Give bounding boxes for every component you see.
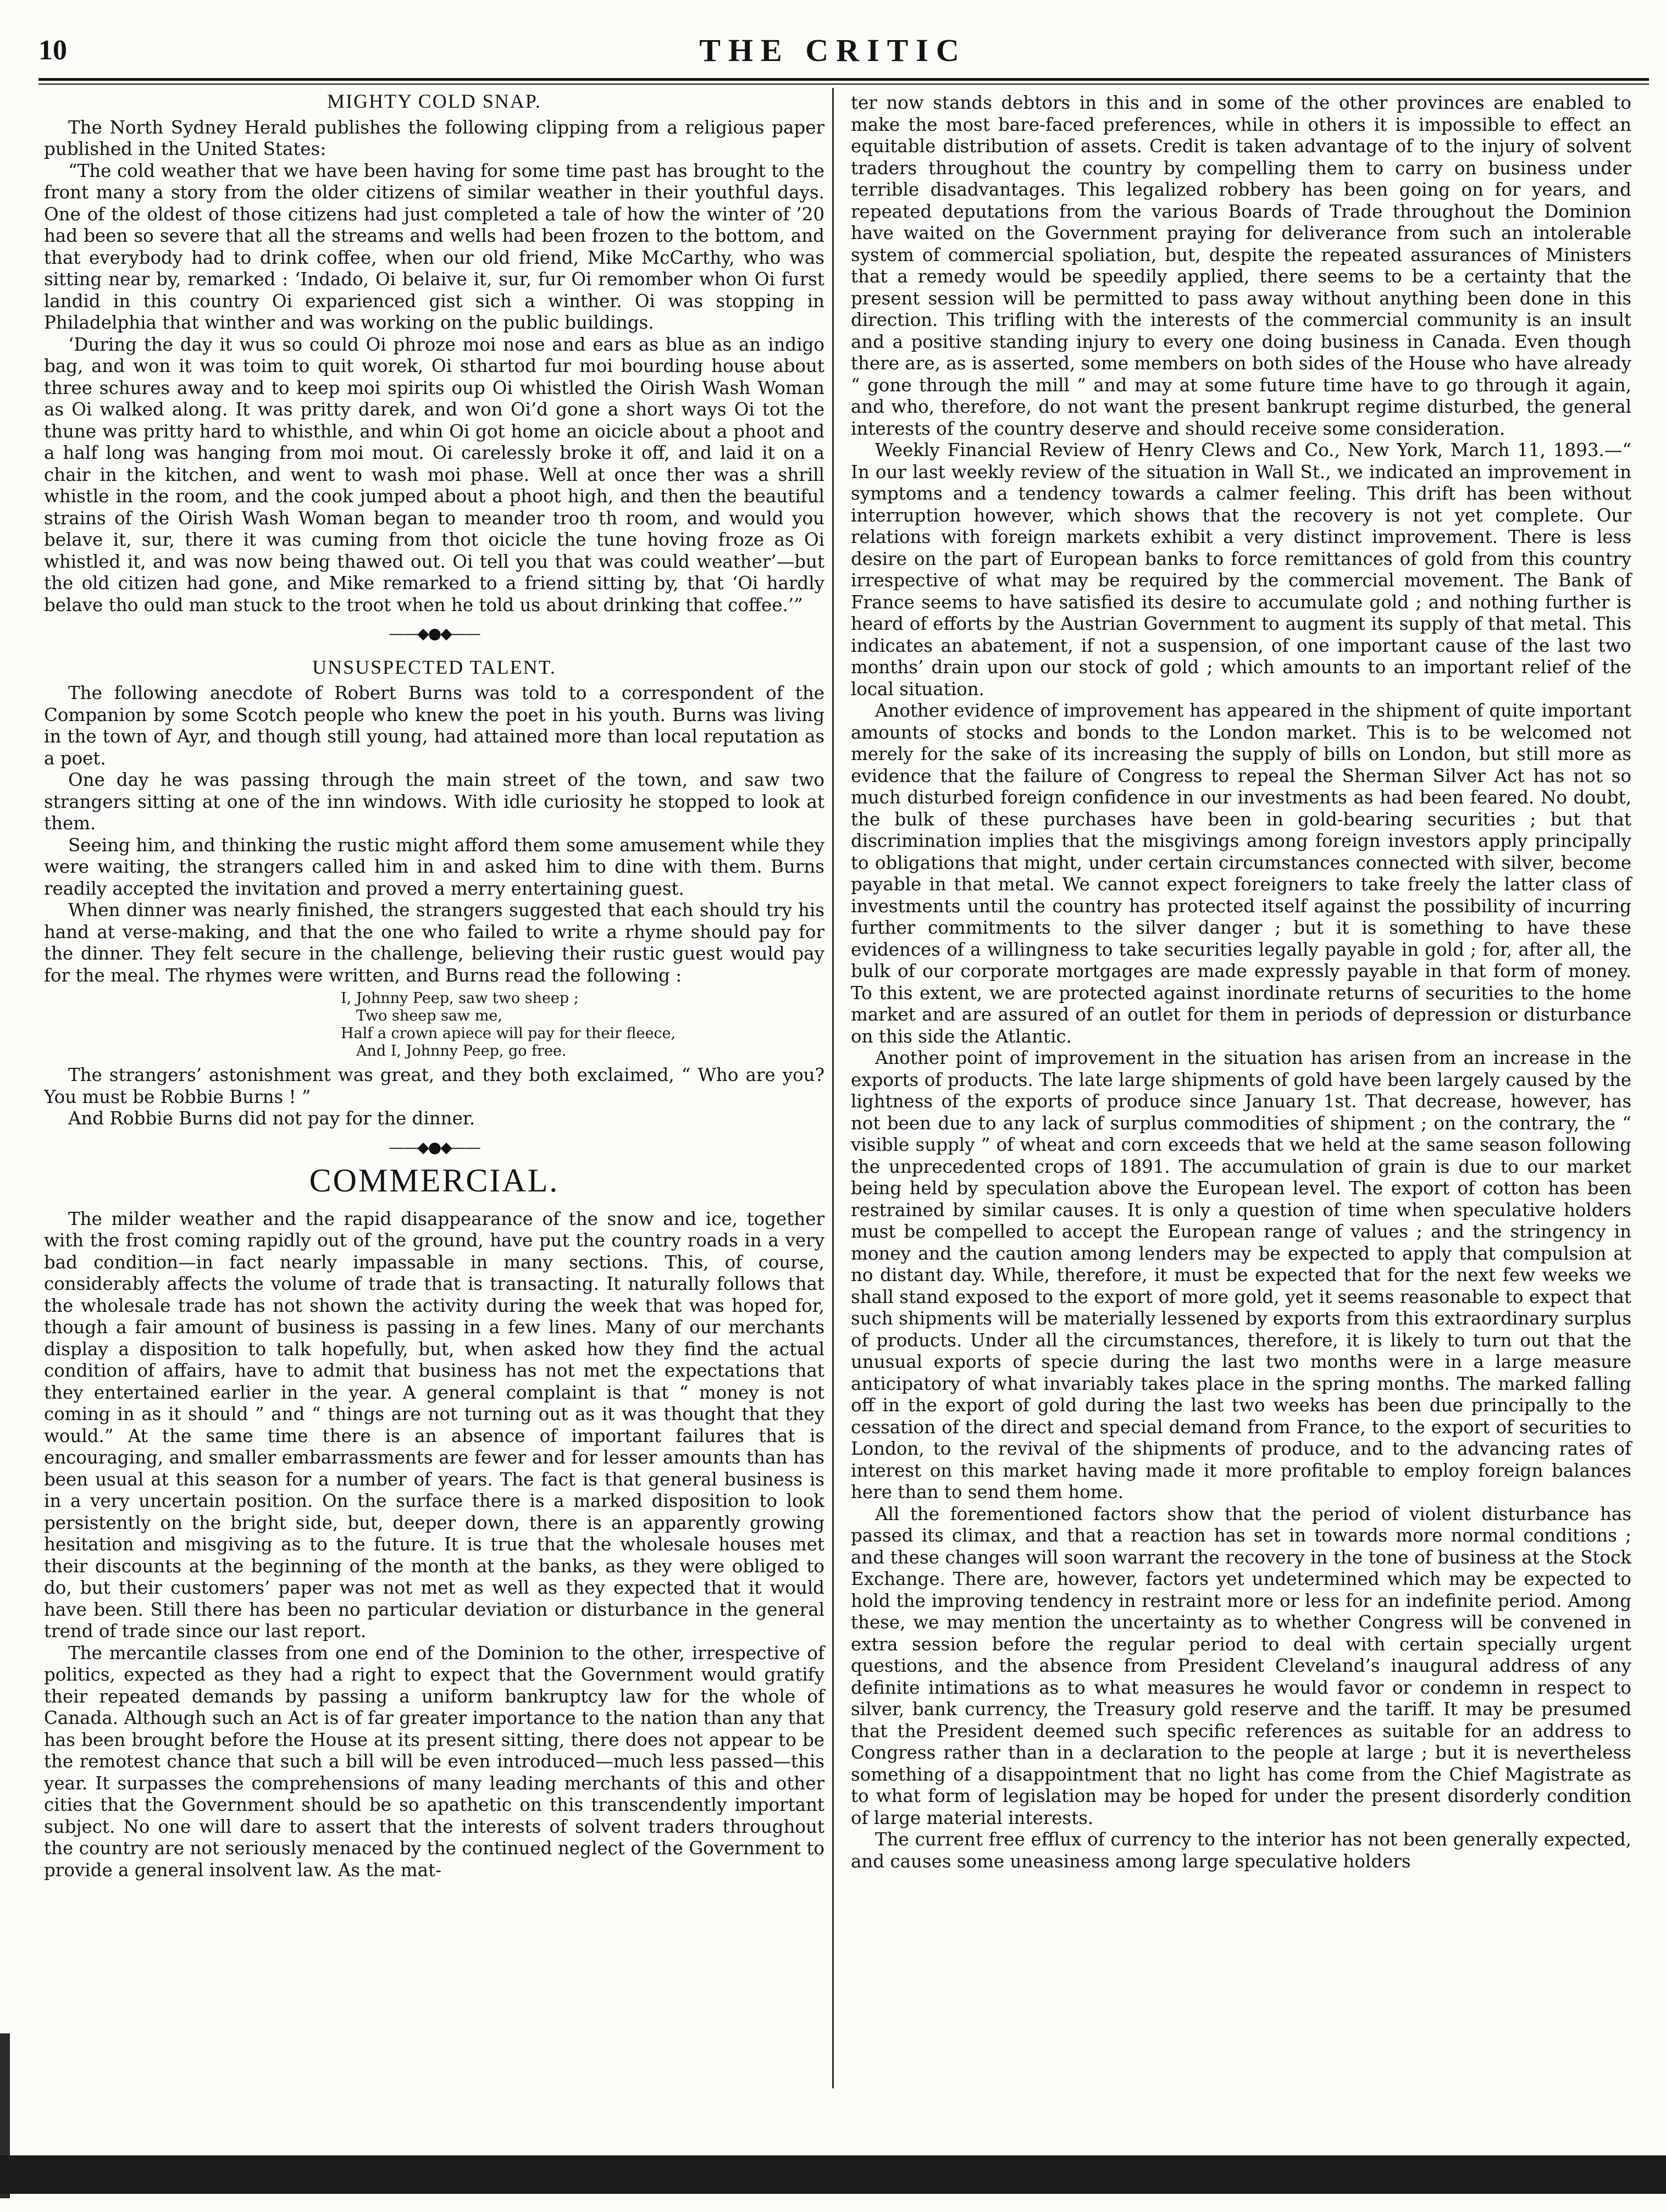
poem-line: I, Johnny Peep, saw two sheep ; <box>341 990 579 1007</box>
article-paragraph: And Robbie Burns did not pay for the dinner. <box>68 1108 475 1129</box>
article-paragraph: Weekly Financial Review of Henry Clews and Co., New York, March 11, 1893.—“ In our last weekly review of the situation in Wall St., we indicated an improvement in symptoms and a tendency towards a calmer feeling. This drift has been without interruption however, which shows that the recovery is not yet complete. Our relations with foreign markets exhibit a very distinct improvement. There is less desire on the part of European banks to force remittances of gold from this country irrespective of what may be required by the commercial movement. The Bank of France seems to have satisfied its desire to accumulate gold ; and nothing further is heard of efforts by the Austrian Government to augment its supply of that metal. This indicates an abatement, if not a suspension, of one important cause of the last two months’ drain upon our stock of gold ; which amounts to an important relief of the local situation. <box>851 440 1631 700</box>
article-paragraph: Seeing him, and thinking the rustic might afford them some amusement while they were waiting, the strangers called him in and asked him to dine with them. Burns readily accepted the invitation and proved a merry entertaining guest. <box>44 834 824 899</box>
left-column <box>44 91 824 1881</box>
poem-line: Two sheep saw me, <box>356 1007 502 1024</box>
article-paragraph: When dinner was nearly finished, the strangers suggested that each should try his hand at verse-making, and that the one who failed to write a rhyme should pay for the dinner. They felt secure in the challenge, believing their rustic guest would pay for the meal. The rhymes were written, and Burns read the following : <box>44 900 824 986</box>
article-paragraph: Another evidence of improvement has appeared in the shipment of quite important amounts of stocks and bonds to the London market. This is to be welcomed not merely for the sake of its increasing the supply of bills on London, but still more as evidence that the failure of Congress to repeal the Sherman Silver Act has not so much disturbed foreign confidence in our investments as had been feared. No doubt, the bulk of these purchases have been in gold-bearing securities ; but that discrimination implies that the misgivings among foreign investors apply principally to obligations that might, under certain circumstances connected with silver, become payable in that metal. We cannot expect foreigners to take freely the latter class of investments until the country has protected itself against the possibility of incurring further commitments to the silver danger ; but it is something to have these evidences of a willingness to take securities legally payable in gold ; for, after all, the bulk of our corporate mortgages are made expressly payable in that form of money. To this extent, we are protected against inordinate returns of securities to the home market and are assured of an outlet for them in periods of depression or disturbance on this side the Atlantic. <box>851 700 1631 1047</box>
header-rule-thick <box>38 78 1649 81</box>
article-paragraph: Another point of improvement in the situation has arisen from an increase in the exports of products. The late large shipments of gold have been largely caused by the lightness of the exports of produce since January 1st. That decrease, however, has not been due to any lack of surplus commodities of shipment ; on the contrary, the “ visible supply ” of wheat and corn exceeds that we held at the same season following the unprecedented crops of 1891. The accumulation of grain is due to our market being held by speculation above the European level. The export of cotton has been restrained by similar causes. It is only a question of time when speculative holders must be compelled to accept the European range of values ; and the stringency in money and the caution among lenders may be expected to apply that compulsion at no distant day. While, therefore, it must be expected that for the next few weeks we shall stand exposed to the export of more gold, yet it seems reasonable to expect that such shipments will be materially lessened by exports from this extraordinary surplus of products. Under all the circumstances, therefore, it is likely to turn out that the unusual exports of specie during the last two months were in a large measure anticipatory of what invariably takes place in the spring months. The marked falling off in the export of gold during the last two weeks has been due principally to the cessation of the direct and special demand from France, to the export of securities to London, to the revival of the shipments of produce, and to the advancing rates of interest on this market having made it more profitable to employ foreign balances here than to send them home. <box>851 1047 1631 1503</box>
section-ornament: ——◆●◆—— <box>389 624 480 642</box>
article-mighty-cold-snap <box>44 91 824 616</box>
header-rule-thin <box>38 84 1649 85</box>
poem <box>341 990 824 1060</box>
page-number: 10 <box>38 35 67 66</box>
scan-bottom-bar <box>0 2155 1666 2194</box>
article-paragraph: The following anecdote of Robert Burns was told to a correspondent of the Companion by some Scotch people who knew the poet in his youth. Burns was living in the town of Ayr, and though still young, had attained more than local reputation as a poet. <box>44 683 824 769</box>
article-paragraph: The mercantile classes from one end of the Dominion to the other, irrespective of politics, expected as they had a right to expect that the Government would gratify their repeated demands by passing a uniform bankruptcy law for the whole of Canada. Although such an Act is of far greater importance to the nation than any that has been brought before the House at its present sitting, there does not appear to be the remotest chance that such a bill will be even introduced—much less passed—this year. It surpasses the comprehensions of many leading merchants of this and other cities that the Government should be so apathetic on this transcendently important subject. No one will dare to assert that the interests of solvent traders throughout the country are not seriously menaced by the continued neglect of the Government to provide a general insolvent law. As the mat- <box>44 1642 824 1881</box>
section-ornament: ——◆●◆—— <box>389 1138 480 1156</box>
article-unsuspected-talent <box>44 657 824 1130</box>
article-paragraph: The milder weather and the rapid disappearance of the snow and ice, together with the frost coming rapidly out of the ground, have put the country roads in a very bad condition—in fact nearly impassable in many sections. This, of course, considerably affects the volume of trade that is transacting. It naturally follows that the wholesale trade has not shown the activity during the week that was hoped for, though a fair amount of business is passing in a few lines. Many of our merchants display a disposition to talk hopefully, but, when asked how they find the actual condition of affairs, have to admit that business has not met the expectations that they entertained earlier in the year. A general complaint is that “ money is not coming in as it should ” and “ things are not turning out as it was thought that they would.” At the same time there is an absence of important failures that is encouraging, and smaller embarrassments are fewer and for lesser amounts than has been usual at this season for a number of years. The fact is that general business is in a very uncertain position. On the surface there is a marked disposition to look persistently on the bright side, but, deeper down, there is an apparently growing hesitation and misgiving as to the future. It is true that the wholesale houses met their discounts at the beginning of the month at the banks, as they were obliged to do, but their customers’ paper was not met as well as they expected that it would have been. Still there has been no particular deviation or disturbance in the general trend of trade since our last report. <box>44 1208 824 1642</box>
article-paragraph: ‘During the day it wus so could Oi phroze moi nose and ears as blue as an indigo bag, and won it was toim to quit worek, Oi sthartod fur moi bourding house about three schures away and to keep moi spirits oup Oi whistled the Oirish Wash Woman as Oi walked along. It was pritty darek, and won Oi’d gone a short ways Oi tot the thune was pritty hard to whisthle, and whin Oi got home an oicicle about a phoot and a half long was hanging from moi mout. Oi carelessly broke it off, and laid it on a chair in the kitchen, and went to wash moi phase. Well at once ther was a shrill whistle in the room, and the cook jumped about a phoot high, and then the beautiful strains of the Oirish Wash Woman began to meander troo th room, and would you belave it, sur, there it was cuming from thot oicicle the tune hoving froze as Oi whistled it, and was now being thawed out. Oi tell you that was could weather’—but the old citizen had gone, and Mike remarked to a friend sitting by, that ‘Oi hardly belave tho ould man stuck to the troot when he told us about drinking that coffee.’” <box>44 334 824 616</box>
article-paragraph: “The cold weather that we have been having for some time past has brought to the front many a story from the older citizens of similar weather in their youthful days. One of the oldest of those citizens had just completed a tale of how the winter of ’20 had been so severe that all the streams and wells had been frozen to the bottom, and that everybody had to drink coffee, when our old friend, Mike McCarthy, who was sitting near by, remarked : ‘Indado, Oi belaive it, sur, fur Oi remomber whon Oi furst landid in this country Oi exparienced gist sich a winther. Oi was stopping in Philadelphia that winther and was working on the public buildings. <box>44 160 824 333</box>
article-paragraph: All the forementioned factors show that the period of violent disturbance has passed its climax, and that a reaction has set in towards more normal conditions ; and these changes will soon warrant the recovery in the tone of business at the Stock Exchange. There are, however, factors yet undetermined which may be expected to hold the improving tendency in restraint more or less for an indefinite period. Among these, we may mention the uncertainty as to whether Congress will be convened in extra session before the regular period to deal with certain specially urgent questions, and the absence from President Cleveland’s inaugural address of any definite intimations as to what measures he would favor or condemn in respect to silver, bank currency, the Treasury gold reserve and the tariff. It may be presumed that the President deemed such specific references as suitable for an address to Congress rather than in a declaration to the people at large ; but it is nevertheless something of a disappointment that no light has come from the Chief Magistrate as to what form of legislation may be hoped for under the present disorderly condition of large material interests. <box>851 1503 1631 1828</box>
article-paragraph: The current free efflux of currency to the interior has not been generally expected, and causes some uneasiness among large speculative holders <box>851 1829 1631 1872</box>
article-commercial <box>44 1162 824 1881</box>
right-column <box>851 92 1631 1872</box>
poem-line: Half a crown apiece will pay for their fleece, <box>341 1025 676 1042</box>
article-paragraph: One day he was passing through the main street of the town, and saw two strangers sitting at one of the inn windows. With idle curiosity he stopped to look at them. <box>44 769 824 834</box>
poem-line: And I, Johnny Peep, go free. <box>356 1043 567 1060</box>
masthead: THE CRITIC <box>699 32 967 68</box>
article-title: UNSUSPECTED TALENT. <box>312 656 556 678</box>
article-title: MIGHTY COLD SNAP. <box>327 90 541 112</box>
column-divider <box>832 88 834 2088</box>
article-paragraph: The North Sydney Herald publishes the following clipping from a religious paper published in the United States: <box>44 117 824 159</box>
section-heading: COMMERCIAL. <box>309 1162 560 1199</box>
article-paragraph: ter now stands debtors in this and in some of the other provinces are enabled to make the most bare-faced preferences, while in others it is impossible to effect an equitable distribution of assets. Credit is taken advantage of to the injury of solvent traders throughout the country by compelling them to carry on business under terrible disadvantages. This legalized robbery has been going on for years, and repeated deputations from the various Boards of Trade throughout the Dominion have waited on the Government praying for deliverance from such an intolerable system of commercial spoliation, but, despite the repeated assurances of Ministers that a remedy would be speedily applied, there seems to be a certainty that the present session will be permitted to pass away without anything been done in this direction. This trifling with the interests of the commercial community is an insult and a positive standing injury to every one doing business in Canada. Even though there are, as is asserted, some members on both sides of the House who have already “ gone through the mill ” and may at some future time have to go through it again, and who, therefore, do not want the present bankrupt regime disturbed, the general interests of the country deserve and should receive some consideration. <box>851 92 1631 439</box>
article-paragraph: The strangers’ astonishment was great, and they both exclaimed, “ Who are you? You must be Robbie Burns ! ” <box>44 1065 824 1107</box>
